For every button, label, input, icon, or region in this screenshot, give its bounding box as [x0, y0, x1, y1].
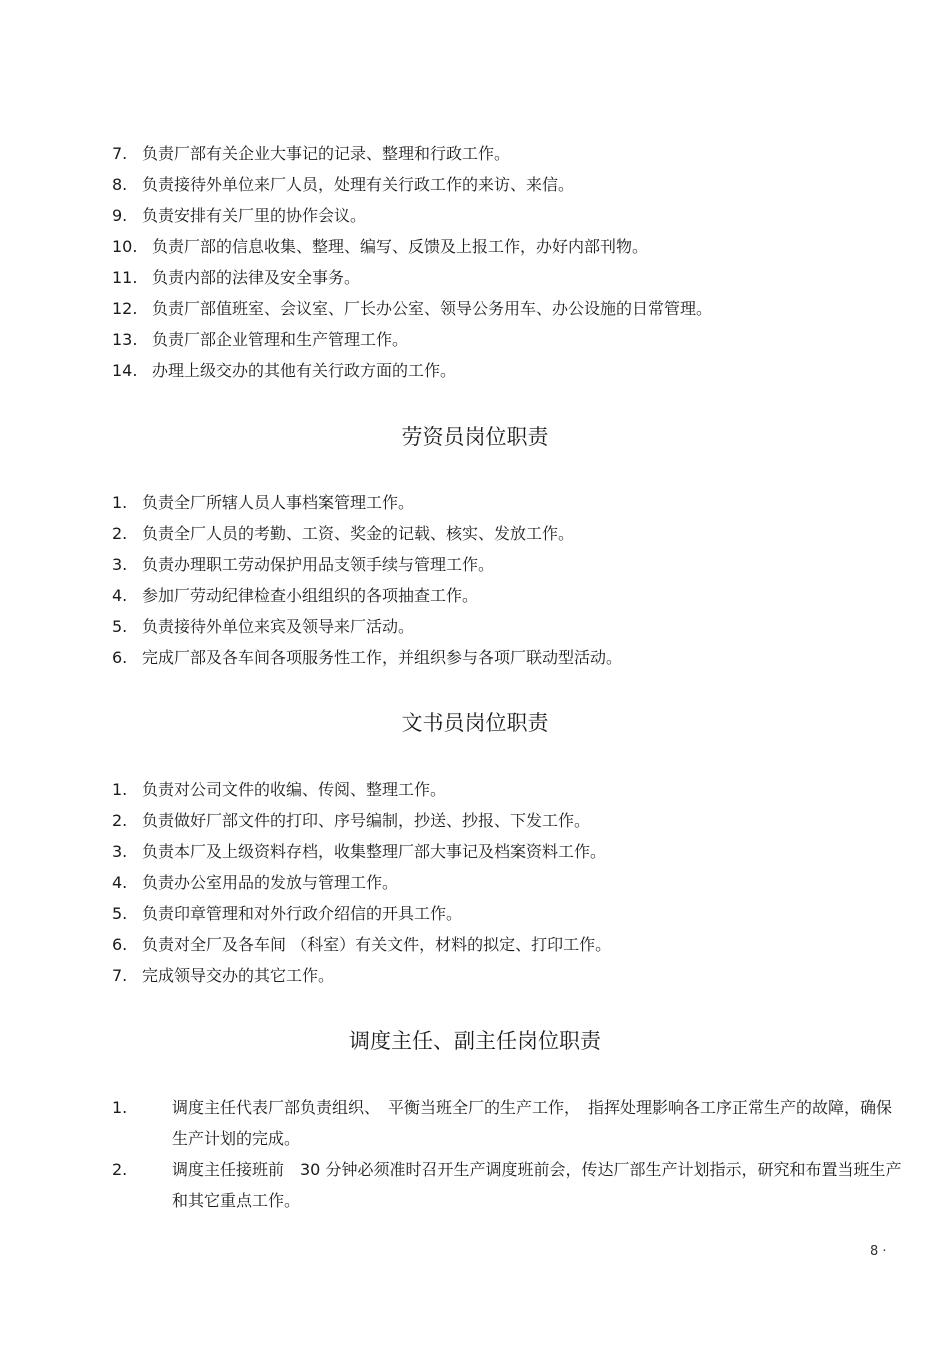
- item-text: 负责全厂所辖人员人事档案管理工作。: [142, 493, 415, 512]
- list-item: [112, 960, 872, 991]
- section-title-dispatch: 调度主任、副主任岗位职责: [349, 1029, 601, 1053]
- item-text: 负责安排有关厂里的协作会议。: [142, 206, 367, 225]
- list-item: [112, 549, 872, 580]
- list-item: [112, 898, 872, 929]
- item-number: 14.: [112, 361, 138, 380]
- item-number: 7.: [112, 144, 128, 163]
- item-number: 5.: [112, 617, 128, 636]
- item-number: 13.: [112, 330, 138, 349]
- item-text: 负责做好厂部文件的打印、序号编制，抄送、抄报、下发工作。: [142, 811, 591, 830]
- item-number: 4.: [112, 586, 128, 605]
- list-item: [112, 867, 872, 898]
- item-number: 6.: [112, 935, 128, 954]
- item-text: 负责接待外单位来厂人员，处理有关行政工作的来访、来信。: [142, 175, 575, 194]
- item-number: 10.: [112, 237, 138, 256]
- list-item: [112, 169, 872, 200]
- list-item: [112, 355, 872, 386]
- item-text: 完成领导交办的其它工作。: [142, 966, 335, 985]
- list-item: [112, 487, 872, 518]
- list-item: [112, 611, 872, 642]
- item-number: 1.: [112, 493, 128, 512]
- item-text: 负责对全厂及各车间 （科室）有关文件，材料的拟定、打印工作。: [142, 935, 612, 954]
- item-text: 办理上级交办的其他有关行政方面的工作。: [152, 361, 457, 380]
- item-number: 2.: [112, 524, 128, 543]
- item-text: 负责厂部有关企业大事记的记录、整理和行政工作。: [142, 144, 511, 163]
- list-item: [112, 293, 872, 324]
- list-item: [112, 774, 872, 805]
- item-text: 负责内部的法律及安全事务。: [152, 268, 361, 287]
- item-number: 4.: [112, 873, 128, 892]
- item-text: 负责印章管理和对外行政介绍信的开具工作。: [142, 904, 463, 923]
- clerk-section-list: [112, 774, 872, 991]
- item-text: 负责厂部的信息收集、整理、编写、反馈及上报工作，办好内部刊物。: [152, 237, 649, 256]
- prev-section-list: [112, 138, 872, 386]
- list-item: [112, 580, 872, 611]
- section-title-clerk: 文书员岗位职责: [401, 711, 549, 735]
- item-number: 2.: [112, 1160, 128, 1179]
- item-number: 1.: [112, 1098, 128, 1117]
- item-text: 负责厂部企业管理和生产管理工作。: [152, 330, 409, 349]
- dispatch-section-list: [112, 1092, 902, 1216]
- page-number: 8 ·: [870, 1244, 887, 1259]
- list-item: [112, 324, 872, 355]
- item-text: 负责办公室用品的发放与管理工作。: [142, 873, 399, 892]
- item-number: 6.: [112, 648, 128, 667]
- item-number: 12.: [112, 299, 138, 318]
- list-item: [112, 642, 872, 673]
- list-item: [112, 836, 872, 867]
- item-number: 5.: [112, 904, 128, 923]
- item-text: 负责本厂及上级资料存档，收集整理厂部大事记及档案资料工作。: [142, 842, 607, 861]
- item-text: 负责对公司文件的收编、传阅、整理工作。: [142, 780, 447, 799]
- item-number: 3.: [112, 555, 128, 574]
- labor-section-list: [112, 487, 872, 673]
- item-text: 调度主任接班前 30 分钟必须准时召开生产调度班前会，传达厂部生产计划指示，研究和布置当班生产和其它重点工作。: [172, 1160, 902, 1210]
- item-text: 负责接待外单位来宾及领导来厂活动。: [142, 617, 415, 636]
- item-number: 9.: [112, 206, 128, 225]
- item-text: 负责全厂人员的考勤、工资、奖金的记载、核实、发放工作。: [142, 524, 575, 543]
- list-item: [112, 805, 872, 836]
- item-text: 完成厂部及各车间各项服务性工作，并组织参与各项厂联动型活动。: [142, 648, 623, 667]
- item-text: 调度主任代表厂部负责组织、 平衡当班全厂的生产工作， 指挥处理影响各工序正常生产的故障，确保生产计划的完成。: [172, 1098, 893, 1148]
- item-number: 1.: [112, 780, 128, 799]
- section-title-labor: 劳资员岗位职责: [401, 425, 549, 449]
- item-text: 参加厂劳动纪律检查小组组织的各项抽查工作。: [142, 586, 479, 605]
- item-number: 7.: [112, 966, 128, 985]
- item-text: 负责厂部值班室、会议室、厂长办公室、领导公务用车、办公设施的日常管理。: [152, 299, 713, 318]
- item-number: 2.: [112, 811, 128, 830]
- item-text: 负责办理职工劳动保护用品支领手续与管理工作。: [142, 555, 495, 574]
- list-item: [112, 1092, 893, 1154]
- list-item: [112, 200, 872, 231]
- list-item: [112, 138, 872, 169]
- item-number: 8.: [112, 175, 128, 194]
- item-number: 3.: [112, 842, 128, 861]
- list-item: [112, 929, 872, 960]
- item-number: 11.: [112, 268, 138, 287]
- list-item: [112, 518, 872, 549]
- list-item: [112, 1154, 902, 1216]
- list-item: [112, 262, 872, 293]
- list-item: [112, 231, 872, 262]
